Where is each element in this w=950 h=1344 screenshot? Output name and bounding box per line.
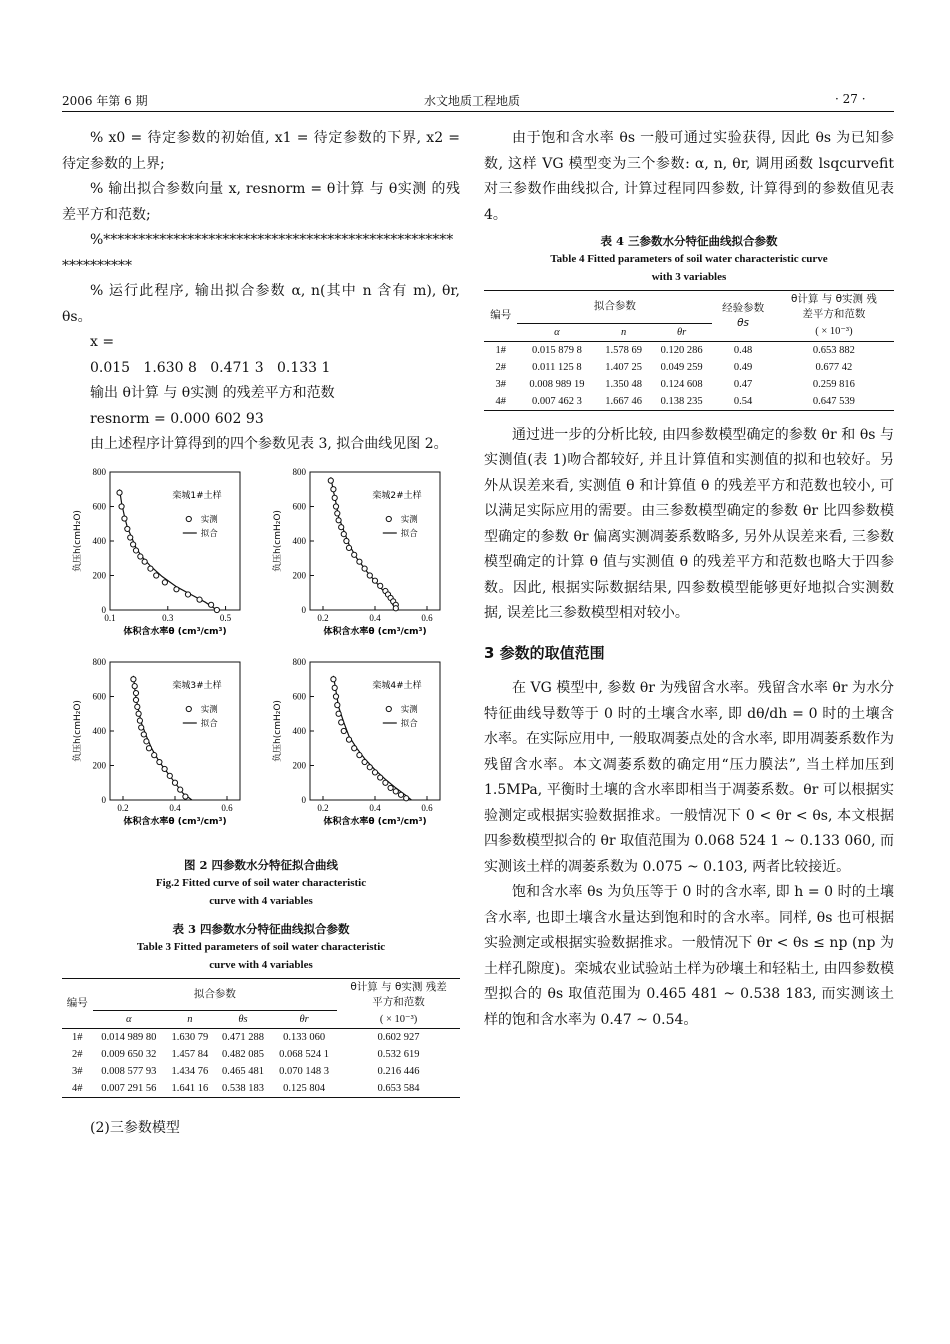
- observed-point: [119, 503, 124, 508]
- table-cell: 0.54: [733, 395, 753, 407]
- observed-point: [148, 566, 153, 571]
- observed-point: [346, 737, 351, 742]
- table-cell: 0.133 060: [283, 1032, 326, 1043]
- table-3-head-res-1: θ计算 与 θ实测 残差: [350, 980, 447, 993]
- legend-fitted-label: 拟合: [200, 528, 218, 539]
- observed-point: [133, 547, 138, 552]
- table-cell: 1#: [495, 344, 506, 356]
- table-4: [484, 290, 894, 411]
- x-axis-label: 体积含水率θ (cm³/cm³): [323, 816, 427, 827]
- legend-observed-marker: [386, 706, 391, 711]
- table-4-head-res: [774, 291, 894, 324]
- table-4-caption-cn: 表 4 三参数水分特征曲线拟合参数: [600, 234, 778, 248]
- table-cell: 1.630 79: [171, 1032, 209, 1043]
- observed-point: [333, 693, 338, 698]
- table-cell: 4#: [72, 1083, 83, 1094]
- header-journal: 水文地质工程地质: [424, 94, 521, 108]
- observed-point: [336, 517, 341, 522]
- figure-2: [62, 464, 462, 894]
- y-tick-label: 400: [292, 725, 306, 736]
- table-cell: 3#: [495, 378, 506, 390]
- chart-title: 栾城4#土样: [372, 680, 422, 691]
- table-row: [62, 1046, 460, 1063]
- code-comment-output: % 输出拟合参数向量 x, resnorm = θ计算 与 θ实测 的残差平方和范数;: [62, 181, 460, 223]
- chart-sample-2: [262, 464, 462, 654]
- table-4-caption-en-2: with 3 variables: [651, 271, 727, 283]
- paragraph-saturated-water: 饱和含水率 θs 为负压等于 0 时的含水率, 即 h = 0 时的土壤含水率, 也即土壤含水量达到饱和时的含水率。同样, θs 也可根据实验测定或根据实验数据推求。一般情况下 θr < θs ≤ np (np 为土样孔隙度)。栾城农业试验站土样为砂壤土和轻粘土, 由四参数模型拟合的 θs 取值范围为 0.465 481 ~ 0.538 183, 而实测该土样的饱和含水率为 0.47 ~ 0.54。: [484, 884, 894, 1028]
- observed-point: [117, 490, 122, 495]
- x-tick-label: 0.2: [317, 612, 329, 623]
- observed-point: [172, 780, 177, 785]
- x-axis-label: 体积含水率θ (cm³/cm³): [123, 816, 227, 827]
- observed-point: [383, 780, 388, 785]
- table-cell: 0.471 288: [221, 1032, 264, 1043]
- y-axis-label: 负压h(cmH₂O): [73, 699, 83, 762]
- table-3-head-res: [337, 978, 460, 1011]
- y-tick-label: 600: [92, 691, 106, 701]
- table-row: [484, 359, 894, 376]
- code-comment-stars: %************************************************************: [62, 232, 454, 274]
- table-cell: 0.008 989 19: [529, 378, 585, 390]
- x-tick-label: 0.6: [221, 802, 233, 813]
- table-3-head-fit: 拟合参数: [93, 978, 337, 1011]
- observed-point: [378, 583, 383, 588]
- table-3-head-res-2: 平方和范数: [372, 995, 425, 1008]
- chart-sample-4: [262, 654, 462, 844]
- table-4-head-res-1: θ计算 与 θ实测 残: [790, 293, 877, 305]
- table-cell: 0.602 927: [377, 1032, 420, 1043]
- table-row: [62, 1029, 460, 1047]
- table-cell: 0.259 816: [812, 378, 855, 390]
- table-cell: 0.007 462 3: [531, 395, 582, 407]
- table-4-head-id: 编号: [490, 309, 512, 322]
- y-tick-label: 0: [101, 604, 106, 615]
- header-page-number: · 27 ·: [835, 92, 866, 106]
- observed-point: [138, 553, 143, 558]
- table-4-head-exp: [712, 291, 773, 342]
- observed-point: [133, 690, 138, 695]
- table-cell: 0.532 619: [377, 1049, 420, 1060]
- header-rule: [62, 111, 894, 112]
- table-4-head-res-3: ( × 10⁻³): [815, 326, 853, 338]
- table-cell: 1#: [72, 1032, 83, 1043]
- table-cell: 0.482 085: [221, 1049, 264, 1060]
- paragraph-comparison: 通过进一步的分析比较, 由四参数模型确定的参数 θr 和 θs 与实测值(表 1)吻合都较好, 并且计算值和实测值的拟和也较好。另外从误差来看, 实测值 θ 和计算值 θ 的残差平方和范数也较小, 可以满足实际应用的需要。由三参数模型确定的参数 θr 比四参数模型确定的参数 θr 偏离实测凋萎系数略多, 另外从误差来看, 三参数模型确定的计算 θ 值与实测值 θ 的残差平方和范数也略大于四参数。因此, 根据实际数据结果, 四参数模型能够更好地拟合实测数据, 误差比三参数模型相对较小。: [484, 426, 894, 621]
- observed-point: [367, 572, 372, 577]
- left-column: [62, 126, 460, 1142]
- observed-point: [357, 559, 362, 564]
- x-axis-label: 体积含水率θ (cm³/cm³): [323, 626, 427, 637]
- table-4-head-exp-2: θs: [737, 316, 750, 329]
- table-row: [484, 341, 894, 359]
- y-tick-label: 0: [301, 794, 306, 805]
- y-tick-label: 800: [92, 466, 106, 477]
- table-cell: 0.647 539: [812, 395, 855, 407]
- table-cell: 1.434 76: [171, 1066, 209, 1077]
- y-tick-label: 200: [292, 760, 306, 770]
- x-axis-label: 体积含水率θ (cm³/cm³): [123, 626, 227, 637]
- chart-title: 栾城2#土样: [372, 490, 422, 501]
- table-cell: 4#: [495, 395, 506, 407]
- table-3-caption-cn: 表 3 四参数水分特征曲线拟合参数: [172, 921, 350, 936]
- observed-point: [131, 676, 136, 681]
- figure-2-caption-en-2: curve with 4 variables: [209, 894, 313, 907]
- table-cell: 0.48: [733, 344, 753, 356]
- observed-point: [214, 607, 219, 612]
- legend-observed-label: 实测: [200, 704, 218, 715]
- observed-point: [335, 510, 340, 515]
- table-cell: 0.014 989 80: [101, 1032, 157, 1043]
- observed-point: [346, 545, 351, 550]
- observed-point: [404, 795, 409, 800]
- table-cell: 0.011 125 8: [532, 361, 582, 373]
- observed-point: [136, 711, 141, 716]
- observed-point: [142, 559, 147, 564]
- x-tick-label: 0.4: [369, 802, 381, 813]
- observed-point: [146, 745, 151, 750]
- legend-observed-marker: [186, 706, 191, 711]
- observed-point: [135, 704, 140, 709]
- table-4-head-exp-1: 经验参数: [722, 301, 765, 314]
- observed-point: [125, 526, 130, 531]
- observed-point: [398, 792, 403, 797]
- table-cell: 0.49: [733, 361, 753, 373]
- legend-observed-marker: [186, 516, 191, 521]
- y-tick-label: 600: [292, 691, 306, 701]
- code-output-values: 0.015 1.630 8 0.471 3 0.133 1: [90, 359, 331, 376]
- code-output-x: x =: [90, 334, 115, 350]
- observed-point: [128, 534, 133, 539]
- observed-point: [139, 724, 144, 729]
- legend-observed-label: 实测: [200, 514, 218, 525]
- table-3-caption-en-2: curve with 4 variables: [209, 958, 313, 971]
- table-cell: 0.677 42: [815, 361, 853, 373]
- observed-point: [331, 676, 336, 681]
- observed-point: [137, 718, 142, 723]
- x-tick-label: 0.4: [369, 612, 381, 623]
- code-output-resnorm-label: 输出 θ计算 与 θ实测 的残差平方和范数: [90, 385, 335, 401]
- table-4-sub-theta-r: θr: [676, 326, 687, 338]
- y-tick-label: 800: [92, 656, 106, 667]
- section-3-heading: 3 参数的取值范围: [484, 643, 605, 662]
- legend-fitted-label: 拟合: [400, 718, 418, 729]
- y-tick-label: 400: [92, 535, 106, 546]
- y-tick-label: 400: [92, 725, 106, 736]
- table-4-caption-en-1: Table 4 Fitted parameters of soil water characteristic curve: [550, 253, 828, 265]
- table-4-head-res-2: 差平方和范数: [802, 308, 866, 320]
- legend-observed-label: 实测: [400, 704, 418, 715]
- table-cell: 0.465 481: [221, 1066, 264, 1077]
- table-cell: 0.015 879 8: [531, 344, 582, 356]
- x-tick-label: 0.3: [162, 612, 174, 623]
- table-cell: 0.068 524 1: [279, 1049, 330, 1060]
- code-comment-init: % x0 = 待定参数的初始值, x1 = 待定参数的下界, x2 = 待定参数的上界;: [62, 130, 460, 172]
- figure-2-caption-en-1: Fig.2 Fitted curve of soil water characteristic: [155, 876, 367, 889]
- observed-point: [372, 769, 377, 774]
- table-3-head-id: 编号: [66, 996, 88, 1009]
- paragraph-table3-intro: 由上述程序计算得到的四个参数见表 3, 拟合曲线见图 2。: [90, 436, 448, 452]
- chart-title: 栾城3#土样: [172, 680, 222, 691]
- y-tick-label: 200: [92, 760, 106, 770]
- observed-point: [157, 759, 162, 764]
- observed-point: [378, 774, 383, 779]
- table-cell: 0.216 446: [377, 1066, 420, 1077]
- y-axis-label: 负压h(cmH₂O): [273, 509, 283, 572]
- observed-point: [132, 683, 137, 688]
- observed-point: [197, 597, 202, 602]
- table-3-sub-theta-r: θr: [299, 1014, 309, 1025]
- table-cell: 0.653 584: [377, 1083, 420, 1094]
- x-tick-label: 0.6: [421, 802, 433, 813]
- observed-point: [393, 605, 398, 610]
- header-issue: 2006 年第 6 期: [62, 94, 148, 108]
- observed-point: [141, 731, 146, 736]
- table-cell: 0.653 882: [812, 344, 855, 356]
- observed-point: [332, 495, 337, 500]
- x-tick-label: 0.1: [104, 612, 116, 623]
- code-output-resnorm: resnorm = 0.000 602 93: [90, 410, 264, 427]
- observed-point: [357, 752, 362, 757]
- table-cell: 2#: [495, 361, 506, 373]
- table-cell: 0.049 259: [660, 361, 703, 373]
- observed-point: [362, 566, 367, 571]
- x-tick-label: 0.5: [219, 612, 232, 623]
- table-row: [62, 1080, 460, 1098]
- table-cell: 0.538 183: [221, 1083, 264, 1094]
- observed-point: [174, 586, 179, 591]
- observed-point: [339, 524, 344, 529]
- observed-point: [183, 793, 188, 798]
- x-tick-label: 0.2: [317, 802, 329, 813]
- observed-point: [352, 552, 357, 557]
- y-tick-label: 200: [92, 570, 106, 580]
- table-3-sub-alpha: α: [126, 1014, 132, 1025]
- right-column: [484, 126, 894, 1033]
- observed-point: [332, 685, 337, 690]
- table-cell: 1.407 25: [605, 361, 643, 373]
- table-cell: 0.124 608: [660, 378, 703, 390]
- table-cell: 1.641 16: [171, 1083, 209, 1094]
- subsection-three-param: (2)三参数模型: [90, 1120, 180, 1136]
- x-tick-label: 0.6: [421, 612, 433, 623]
- observed-point: [122, 515, 127, 520]
- legend-observed-marker: [386, 516, 391, 521]
- y-tick-label: 400: [292, 535, 306, 546]
- y-tick-label: 0: [301, 604, 306, 615]
- observed-point: [344, 538, 349, 543]
- table-3-head-res-3: ( × 10⁻³): [379, 1013, 418, 1025]
- observed-point: [362, 759, 367, 764]
- table-3-caption-en-1: Table 3 Fitted parameters of soil water characteristic: [136, 940, 386, 953]
- chart-sample-3: [62, 654, 262, 844]
- table-row: [484, 393, 894, 411]
- table-cell: 0.47: [733, 378, 753, 390]
- observed-point: [331, 486, 336, 491]
- table-3-sub-n: n: [187, 1014, 193, 1025]
- y-tick-label: 800: [292, 466, 306, 477]
- observed-point: [144, 738, 149, 743]
- observed-point: [178, 787, 183, 792]
- observed-point: [185, 591, 190, 596]
- chart-sample-1: [62, 464, 262, 654]
- y-axis-label: 负压h(cmH₂O): [273, 699, 283, 762]
- table-cell: 0.007 291 56: [101, 1083, 157, 1094]
- observed-point: [339, 719, 344, 724]
- observed-point: [335, 702, 340, 707]
- x-tick-label: 0.2: [117, 802, 129, 813]
- observed-point: [341, 728, 346, 733]
- x-tick-label: 0.4: [169, 802, 181, 813]
- observed-point: [162, 579, 167, 584]
- legend-fitted-label: 拟合: [400, 528, 418, 539]
- observed-point: [336, 711, 341, 716]
- table-cell: 0.009 650 32: [101, 1049, 157, 1060]
- observed-point: [367, 764, 372, 769]
- table-cell: 1.457 84: [171, 1049, 209, 1060]
- observed-point: [328, 478, 333, 483]
- observed-point: [341, 531, 346, 536]
- table-cell: 1.578 69: [605, 344, 643, 356]
- code-comment-run: % 运行此程序, 输出拟合参数 α, n(其中 n 含有 m), θr, θs。: [62, 283, 460, 325]
- table-4-sub-n: n: [621, 326, 627, 338]
- observed-point: [152, 752, 157, 757]
- y-tick-label: 600: [292, 501, 306, 511]
- observed-point: [167, 773, 172, 778]
- observed-point: [162, 766, 167, 771]
- fitted-curve: [333, 675, 411, 799]
- paragraph-three-param-intro: 由于饱和含水率 θs 一般可通过实验获得, 因此 θs 为已知参数, 这样 VG 模型变为三个参数: α, n, θr, 调用函数 lsqcurvefit 对三参数作曲线拟合, 计算过程同四参数, 计算得到的参数值见表 4。: [484, 130, 894, 223]
- table-4-head-fit: 拟合参数: [517, 291, 712, 324]
- legend-fitted-label: 拟合: [200, 718, 218, 729]
- table-cell: 1.350 48: [605, 378, 643, 390]
- table-row: [484, 376, 894, 393]
- table-cell: 0.138 235: [660, 395, 703, 407]
- observed-point: [372, 578, 377, 583]
- observed-point: [333, 503, 338, 508]
- table-cell: 0.120 286: [660, 344, 703, 356]
- observed-point: [133, 697, 138, 702]
- y-tick-label: 200: [292, 570, 306, 580]
- table-3: [62, 978, 460, 1099]
- table-row: [62, 1063, 460, 1080]
- table-cell: 2#: [72, 1049, 83, 1060]
- y-tick-label: 800: [292, 656, 306, 667]
- figure-2-caption-cn: 图 2 四参数水分特征拟合曲线: [183, 857, 338, 872]
- observed-point: [131, 541, 136, 546]
- observed-point: [388, 785, 393, 790]
- table-4-sub-alpha: α: [554, 326, 560, 338]
- fitted-curve: [133, 675, 192, 799]
- chart-title: 栾城1#土样: [172, 490, 222, 501]
- observed-point: [154, 572, 159, 577]
- paragraph-residual-water: 在 VG 模型中, 参数 θr 为残留含水率。残留含水率 θr 为水分特征曲线导数等于 0 时的土壤含水率, 即 dθ/dh = 0 时的土壤含水率。在实际应用中, 一般取凋萎点处的含水率, 即用凋萎系数作为残留含水率。本文凋萎系数的确定用“压力膜法”, 当土样加压到 1.5MPa, 平衡时土壤的含水率即相当于凋萎系数。θr 可以根据实验测定或根据实验数据推求。一般情况下 0 < θr < θs, 本文根据四参数模型拟合的 θr 取值范围为 0.068 524 1 ~ 0.133 060, 而实测该土样的凋萎系数为 0.075 ~ 0.103, 两者比较接近。: [484, 680, 894, 875]
- observed-point: [209, 602, 214, 607]
- table-cell: 3#: [72, 1066, 83, 1077]
- table-cell: 0.070 148 3: [279, 1066, 330, 1077]
- legend-observed-label: 实测: [400, 514, 418, 525]
- table-cell: 0.008 577 93: [101, 1066, 157, 1077]
- y-tick-label: 600: [92, 501, 106, 511]
- table-cell: 0.125 804: [283, 1083, 326, 1094]
- table-cell: 1.667 46: [605, 395, 643, 407]
- table-3-sub-theta-s: θs: [238, 1014, 248, 1025]
- y-tick-label: 0: [101, 794, 106, 805]
- observed-point: [352, 745, 357, 750]
- observed-point: [393, 788, 398, 793]
- y-axis-label: 负压h(cmH₂O): [73, 509, 83, 572]
